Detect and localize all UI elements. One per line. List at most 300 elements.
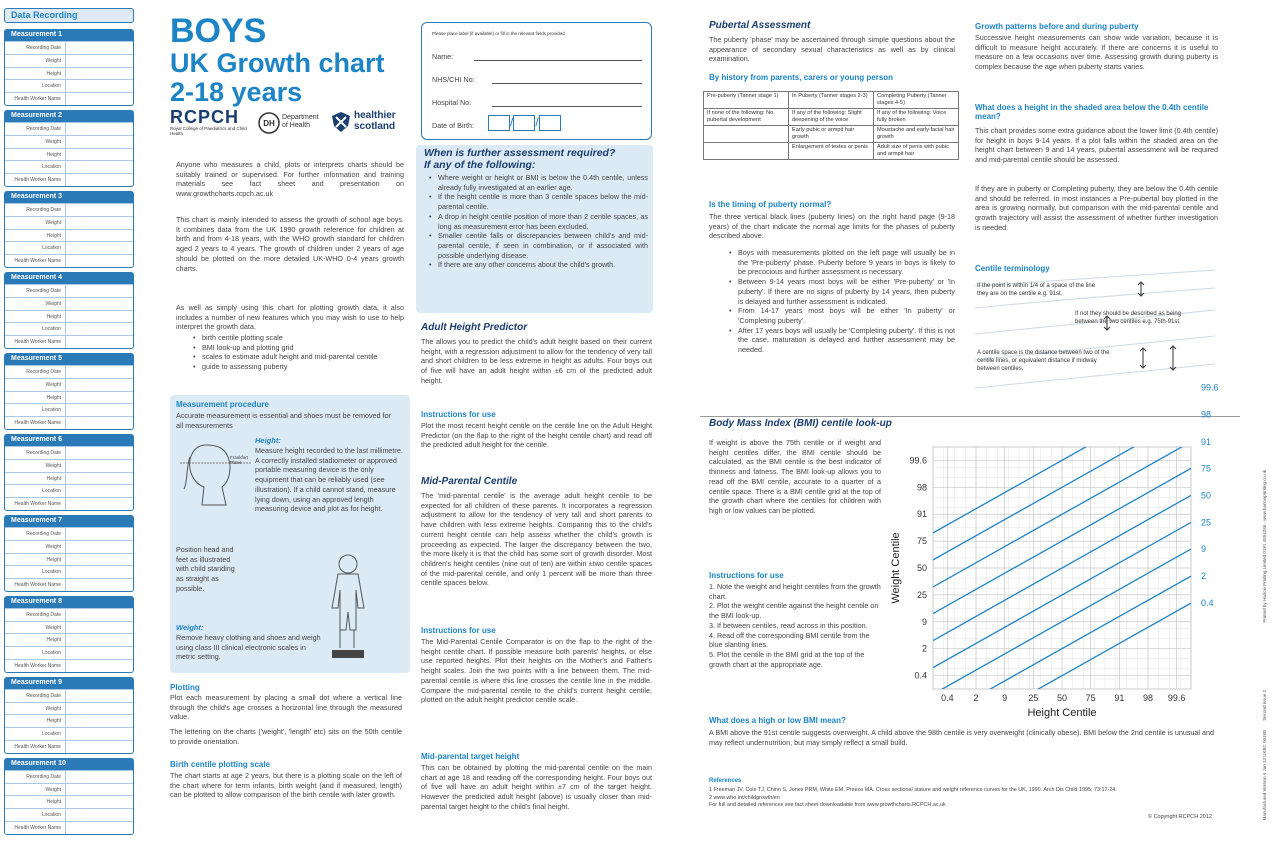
list-item: • guide to assessing puberty xyxy=(190,362,390,372)
list-item: • Where weight or height or BMI is below the 0.4th centile, unless already fully investigated at an earlier age. xyxy=(426,173,648,192)
puberty-table-cell xyxy=(704,126,789,143)
measurement-box xyxy=(4,272,134,349)
plotting-paragraph-2: The lettering on the charts ('weight', 'length' etc) sits on the 50th centile to provide orientation. xyxy=(170,727,402,746)
puberty-table-cell: If none of the following: No pubertal development xyxy=(704,109,789,126)
measurement-field-label: Health Worker Name xyxy=(14,258,61,265)
y-tick-label: 99.6 xyxy=(909,455,927,466)
table-row xyxy=(704,109,959,126)
hospital-input[interactable] xyxy=(492,106,642,107)
measurement-field-input[interactable] xyxy=(65,622,133,634)
x-tick-label: 9 xyxy=(1002,693,1008,703)
x-axis-label: Height Centile xyxy=(1027,707,1097,719)
measurement-box xyxy=(4,353,134,430)
measurement-field-input[interactable] xyxy=(65,404,133,416)
measurement-field-label: Location xyxy=(42,83,61,90)
svg-text:DH: DH xyxy=(263,119,275,128)
references-title: References xyxy=(709,778,742,784)
y-axis-label: Weight Centile xyxy=(890,532,902,604)
x-tick-label: 91 xyxy=(1114,693,1125,703)
measurement-field-label: Health Worker Name xyxy=(14,501,61,508)
measurement-heading: Measurement 9 xyxy=(5,678,133,689)
measurement-field-label: Weight xyxy=(45,624,61,631)
side-printer-text: Printed by Harlow Printing Limited 0191 4554286 - www.harlowprinting.co.uk xyxy=(1262,470,1267,623)
bmi-centile-label: 0.4 xyxy=(1201,598,1214,609)
bmi-steps xyxy=(709,582,885,669)
mid-parental-target-title: Mid-parental target height xyxy=(421,752,520,761)
measurement-row xyxy=(5,322,133,335)
measurement-field-label: Height xyxy=(46,394,61,401)
further-assessment-title: When is further assessment required? xyxy=(424,147,616,159)
measurement-field-input[interactable] xyxy=(65,690,133,702)
terminology-note-3: A centile space is the distance between two of the centile lines, or equivalent distance if midway between centiles. xyxy=(977,350,1110,372)
measurement-field-input[interactable] xyxy=(65,161,133,173)
measurement-heading: Measurement 6 xyxy=(5,435,133,446)
measurement-field-label: Height xyxy=(46,637,61,644)
measurement-row xyxy=(5,148,133,161)
list-item: 1. Note the weight and height centiles from the growth chart. xyxy=(709,582,881,601)
measurement-field-label: Recording Date xyxy=(26,45,61,51)
measurement-field-input[interactable] xyxy=(65,68,133,80)
measurement-field-input[interactable] xyxy=(65,660,133,672)
measurement-field-input[interactable] xyxy=(65,796,133,808)
weight-instructions: Remove heavy clothing and shoes and weigh using class III clinical electronic scales in metric setting. xyxy=(176,633,321,662)
y-tick-label: 0.4 xyxy=(914,670,927,681)
data-recording-title: Data Recording xyxy=(4,8,134,23)
references-list xyxy=(709,787,1229,810)
measurement-heading: Measurement 8 xyxy=(5,597,133,608)
measurement-box xyxy=(4,110,134,187)
weight-heading: Weight: xyxy=(176,623,204,632)
centile-terminology-title: Centile terminology xyxy=(975,264,1050,273)
measurement-field-label: Recording Date xyxy=(26,530,61,537)
x-tick-label: 75 xyxy=(1085,693,1096,703)
name-input[interactable] xyxy=(474,60,642,61)
measurement-box xyxy=(4,677,134,754)
measurement-field-input[interactable] xyxy=(65,149,133,161)
measurement-field-input[interactable] xyxy=(65,230,133,242)
measurement-row xyxy=(5,365,133,378)
list-item: • If the height centile is more than 3 centile spaces below the mid-parental centile. xyxy=(426,192,648,211)
measurement-field-label: Weight xyxy=(45,138,61,145)
measurement-field-label: Weight xyxy=(45,57,61,64)
measurement-row xyxy=(5,565,133,578)
table-row xyxy=(704,126,959,143)
measurement-field-label: Height xyxy=(46,151,61,158)
dob-month-box[interactable] xyxy=(513,115,535,131)
measurement-row xyxy=(5,727,133,740)
measurement-field-input[interactable] xyxy=(65,42,133,54)
measurement-field-label: Height xyxy=(46,475,61,482)
measurement-row xyxy=(5,472,133,485)
logo-row xyxy=(170,108,410,144)
bmi-meaning-title: What does a high or low BMI mean? xyxy=(709,716,846,725)
x-tick-label: 99.6 xyxy=(1167,693,1186,703)
frankfort-label: Frankfort Plane xyxy=(230,455,249,465)
measurement-row xyxy=(5,808,133,821)
measurement-field-label: Location xyxy=(42,650,61,657)
measurement-field-input[interactable] xyxy=(65,541,133,553)
measurement-box xyxy=(4,758,134,835)
measurement-field-input[interactable] xyxy=(65,136,133,148)
healthier-scotland-logo: healthier scotland xyxy=(330,108,410,142)
measurement-box xyxy=(4,191,134,268)
measurement-row xyxy=(5,484,133,497)
bmi-centile-label: 75 xyxy=(1201,463,1212,474)
list-item: • A drop in height centile position of more than 2 centile spaces, as long as measurement error has been excluded. xyxy=(426,212,648,231)
y-tick-label: 98 xyxy=(916,482,927,493)
mid-parental-target-paragraph: This can be obtained by plotting the mid-parental centile on the main chart at age 18 and reading off the corresponding height. Four boys out of five will have an adult height within ±7 cm of the target height. However the predicted adult height (above) is usually closer than mid-parental target height to the child's final height. xyxy=(421,763,652,811)
measurement-field-label: Weight xyxy=(45,219,61,226)
measurement-field-input[interactable] xyxy=(65,473,133,485)
list-item: • After 17 years boys will usually be 'Completing puberty'. If this is not the case, maturation is delayed and further assessment may be needed. xyxy=(726,326,955,355)
puberty-table-header: In Puberty (Tanner stages 2-3) xyxy=(789,92,874,109)
title-boys: BOYS xyxy=(170,12,267,50)
terminology-note-2: If not they should be described as being between the two centiles e.g. 75th-91st. xyxy=(1075,311,1182,325)
measurement-field-label: Location xyxy=(42,407,61,414)
measurement-field-input[interactable] xyxy=(65,715,133,727)
birth-scale-title: Birth centile plotting scale xyxy=(170,760,271,769)
measurement-row xyxy=(5,702,133,715)
rcpch-logo: RCPCH Royal College of Paediatrics and Child Health xyxy=(170,107,247,136)
measurement-field-input[interactable] xyxy=(65,255,133,267)
measurement-heading: Measurement 1 xyxy=(5,30,133,41)
measurement-row xyxy=(5,54,133,67)
bmi-centile-label: 50 xyxy=(1201,490,1212,501)
bmi-centile-label: 2 xyxy=(1201,571,1207,582)
measurement-field-label: Height xyxy=(46,70,61,77)
list-item: 2. Plot the weight centile against the height centile on the BMI look-up. xyxy=(709,601,879,621)
measurement-field-input[interactable] xyxy=(65,311,133,323)
measurement-procedure-title: Measurement procedure xyxy=(176,400,269,409)
measurement-row xyxy=(5,646,133,659)
pubertal-title: Pubertal Assessment xyxy=(709,20,811,31)
measurement-row xyxy=(5,216,133,229)
list-item: • birth centile plotting scale xyxy=(190,333,390,343)
measurement-box xyxy=(4,29,134,106)
measurement-field-input[interactable] xyxy=(65,809,133,821)
list-item: • Boys with measurements plotted on the left page will usually be in the 'Pre-puberty' phase. Puberty before 9 years in boys is likely to be precocious and further assessment is necessary. xyxy=(726,248,955,277)
list-item: • If there are any other concerns about the child's growth. xyxy=(426,260,648,270)
reference-1: 1 Freeman JV, Cole TJ, Chinn S, Jones PRM, White EM, Preece MA. Cross sectional stature and weight reference curves for the UK, 1990. Arch Dis Child 1995; 73:17-24. xyxy=(709,787,1117,793)
measurement-row xyxy=(5,229,133,242)
measurement-box xyxy=(4,434,134,511)
measurement-field-input[interactable] xyxy=(65,298,133,310)
measurement-field-label: Health Worker Name xyxy=(14,825,61,832)
measurement-row xyxy=(5,67,133,80)
title-growth-chart: UK Growth chart xyxy=(170,48,385,78)
measurement-field-input[interactable] xyxy=(65,55,133,67)
mid-parental-instructions-title: Instructions for use xyxy=(421,626,496,635)
bmi-centile-label: 98 xyxy=(1201,409,1212,420)
feature-list xyxy=(190,333,390,372)
measurement-box xyxy=(4,596,134,673)
measurement-field-input[interactable] xyxy=(65,822,133,834)
measurement-row xyxy=(5,659,133,672)
measurement-field-input[interactable] xyxy=(65,93,133,105)
measurement-field-label: Recording Date xyxy=(26,611,61,618)
list-item: • From 14-17 years most boys will be either 'In puberty' or 'Completing puberty'. xyxy=(726,306,955,325)
y-tick-label: 9 xyxy=(921,616,927,627)
measurement-field-input[interactable] xyxy=(65,554,133,566)
measurement-field-label: Health Worker Name xyxy=(14,582,61,589)
measurement-field-label: Location xyxy=(42,164,61,171)
puberty-timing-title: Is the timing of puberty normal? xyxy=(709,200,832,209)
measurement-row xyxy=(5,795,133,808)
list-item: • scales to estimate adult height and mid-parental centile xyxy=(190,352,390,362)
measurement-field-label: Location xyxy=(42,488,61,495)
head-position-illustration xyxy=(176,437,254,507)
measurement-field-label: Location xyxy=(42,812,61,819)
measurement-row xyxy=(5,459,133,472)
measurement-row xyxy=(5,608,133,621)
measurement-row xyxy=(5,92,133,105)
measurement-field-label: Weight xyxy=(45,786,61,793)
measurement-field-label: Height xyxy=(46,718,61,725)
measurement-field-input[interactable] xyxy=(65,323,133,335)
shaded-area-title: What does a height in the shaded area below the 0.4th centile mean? xyxy=(975,103,1209,121)
pubertal-history-title: By history from parents, carers or young person xyxy=(709,73,894,82)
measurement-row xyxy=(5,633,133,646)
side-version-text: Manufactured Version 4 Jan 13 UKBC 0618B xyxy=(1262,730,1267,821)
puberty-table-cell: Early pubic or armpit hair growth xyxy=(789,126,874,143)
y-tick-label: 50 xyxy=(916,563,927,573)
measurement-field-input[interactable] xyxy=(65,784,133,796)
nhs-label: NHS/CHI No: xyxy=(432,75,475,84)
puberty-table-cell: Enlargement of testes or penis xyxy=(789,143,874,160)
bmi-centile-label: 9 xyxy=(1201,544,1207,555)
measurement-field-input[interactable] xyxy=(65,579,133,591)
x-tick-label: 2 xyxy=(973,693,979,703)
puberty-table-cell xyxy=(704,143,789,160)
puberty-table-header: Completing Puberty (Tanner stages 4-5) xyxy=(874,92,959,109)
measurement-row xyxy=(5,135,133,148)
position-instructions: Position head and feet as illustrated with child standing as straight as possible. xyxy=(176,545,235,593)
measurement-row xyxy=(5,540,133,553)
puberty-timing-list xyxy=(726,248,955,355)
measurement-row xyxy=(5,578,133,591)
measurement-heading: Measurement 5 xyxy=(5,354,133,365)
measurement-row xyxy=(5,740,133,753)
y-tick-label: 91 xyxy=(916,509,927,520)
measurement-row xyxy=(5,254,133,267)
measurement-field-input[interactable] xyxy=(65,498,133,510)
child-standing-illustration xyxy=(320,550,376,670)
measurement-row xyxy=(5,621,133,634)
intro-paragraph-2: This chart is mainly intended to assess the growth of school age boys. It combines data from the UK 1990 growth reference for children at birth and from 4-18 years, with the WHO growth standard for children aged 2 years to 4 years. The growth of children under 2 years of age should be plotted on the more detailed UK-WHO 0-4 years growth charts. xyxy=(176,215,404,273)
measurement-row xyxy=(5,391,133,404)
plotting-paragraph-1: Plot each measurement by placing a small dot where a vertical line through the child's age crosses a horizontal line through the measured value. xyxy=(170,693,402,722)
puberty-table-header: Pre-puberty (Tanner stage 1) xyxy=(704,92,789,109)
measurement-field-input[interactable] xyxy=(65,379,133,391)
x-tick-label: 98 xyxy=(1142,693,1154,703)
intro-paragraph-1: Anyone who measures a child, plots or interprets charts should be suitably trained or supervised. For further information and training materials see fact sheet and presentation on www.growthcharts.rcpch.ac.uk xyxy=(176,160,404,199)
height-instructions: Measure height recorded to the last millimetre. A correctly installed stadiometer or approved portable measuring device is the only equipment that can be reliably used (see illustration). If a child cannot stand, measure lying down, using an approved length measuring device and plot as for height. xyxy=(255,446,403,514)
side-issue-text: Second issue 2 xyxy=(1262,690,1267,721)
measurement-row xyxy=(5,770,133,783)
dob-year-box[interactable] xyxy=(539,115,561,131)
measurement-row xyxy=(5,297,133,310)
measurement-row xyxy=(5,821,133,834)
measurement-row xyxy=(5,335,133,348)
further-assessment-list xyxy=(426,173,648,270)
mid-parental-title: Mid-Parental Centile xyxy=(421,476,518,487)
measurement-row xyxy=(5,714,133,727)
shaded-area-paragraph-2: If they are in puberty or Completing puberty, they are below the 0.4th centile and should be referred. In most instances a Pre-pubertal boy plotted in the area is growing normally, but comparison with the mid-parental centile and growth trajectory will assist the assessment of whether further investigation is needed. xyxy=(975,184,1218,232)
measurement-field-label: Location xyxy=(42,245,61,252)
measurement-heading: Measurement 10 xyxy=(5,759,133,770)
bmi-paragraph: If weight is above the 75th centile or if weight and height centiles differ, the BMI centile should be calculated, as the BMI centile is the best indicator of thinness and fatness. The BMI look-up allows you to read off the BMI centile, accurate to a quarter of a centile space. There is a BMI centile grid at the top of the growth chart where the centiles for children with high or low values can be plotted. xyxy=(709,438,881,515)
mid-parental-instructions-paragraph: The Mid-Parental Centile Comparator is on the flap to the right of the height centile chart. If possible measure both parents' heights, or else use reported heights. Plot their heights on the Mother's and Father's height scales. Join the two points with a line between them. The mid-parental centile is where this line crosses the centile line in the middle. Compare the mid-parental centile to the child's current height centile, plotted on the adult height predictor centile scale. xyxy=(421,637,652,705)
measurement-field-input[interactable] xyxy=(65,728,133,740)
measurement-field-input[interactable] xyxy=(65,417,133,429)
list-item: • Between 9-14 years most boys will be either 'Pre-puberty' or 'In puberty'. If there are no signs of puberty by 14 years, then puberty is delayed and further assessment is indicated. xyxy=(726,277,955,306)
measurement-list xyxy=(4,29,134,835)
birth-scale-paragraph: The chart starts at age 2 years, but there is a plotting scale on the left of the chart where for term infants, birth weight (and if measured, length) can be plotted to allow comparison of the birth centile with later growth. xyxy=(170,771,402,800)
measurement-field-label: Health Worker Name xyxy=(14,96,61,103)
patient-details-form xyxy=(421,22,652,140)
measurement-field-input[interactable] xyxy=(65,217,133,229)
bmi-divider xyxy=(700,416,1240,417)
measurement-row xyxy=(5,527,133,540)
measurement-row xyxy=(5,553,133,566)
measurement-field-input[interactable] xyxy=(65,485,133,497)
measurement-row xyxy=(5,497,133,510)
measurement-field-label: Weight xyxy=(45,300,61,307)
bmi-centile-label: 91 xyxy=(1201,436,1212,447)
puberty-table-cell: If any of the following: Voice fully broken xyxy=(874,109,959,126)
measurement-field-input[interactable] xyxy=(65,204,133,216)
measurement-row xyxy=(5,783,133,796)
dob-day-box[interactable] xyxy=(488,115,510,131)
measurement-field-label: Recording Date xyxy=(26,368,61,375)
dob-label: Date of Birth: xyxy=(432,121,474,130)
dob-input[interactable]: / / xyxy=(488,115,561,131)
measurement-field-label: Height xyxy=(46,232,61,239)
name-label: Name: xyxy=(432,52,454,61)
measurement-row xyxy=(5,284,133,297)
measurement-field-input[interactable] xyxy=(65,703,133,715)
measurement-field-input[interactable] xyxy=(65,741,133,753)
measurement-field-input[interactable] xyxy=(65,771,133,783)
measurement-field-label: Health Worker Name xyxy=(14,663,61,670)
measurement-field-input[interactable] xyxy=(65,242,133,254)
adult-instructions-paragraph: Plot the most recent height centile on the centile line on the Adult Height Predictor (on the flap to the right of the height centile chart) and read off the predicted adult height for the centile. xyxy=(421,421,652,450)
measurement-row xyxy=(5,241,133,254)
puberty-table xyxy=(703,91,959,160)
table-row xyxy=(704,143,959,160)
measurement-field-input[interactable] xyxy=(65,460,133,472)
measurement-field-input[interactable] xyxy=(65,609,133,621)
measurement-field-input[interactable] xyxy=(65,392,133,404)
x-tick-label: 0.4 xyxy=(941,693,954,703)
measurement-field-label: Weight xyxy=(45,381,61,388)
intro-paragraph-3: As well as simply using this chart for plotting growth data, it also includes a number of new features which you may wish to use to help interpret the growth data. xyxy=(176,303,404,332)
measurement-field-label: Health Worker Name xyxy=(14,339,61,346)
y-tick-label: 75 xyxy=(916,536,927,547)
y-tick-label: 25 xyxy=(916,589,927,600)
title-block xyxy=(170,14,410,106)
puberty-table-cell: If any of the following: Slight deepening of the voice xyxy=(789,109,874,126)
measurement-row xyxy=(5,689,133,702)
puberty-table-cell: Moustache and early facial hair growth xyxy=(874,126,959,143)
hospital-label: Hospital No: xyxy=(432,98,472,107)
bmi-lookup-chart xyxy=(885,382,1225,720)
measurement-heading: Measurement 2 xyxy=(5,111,133,122)
measurement-field-label: Weight xyxy=(45,543,61,550)
measurement-field-label: Weight xyxy=(45,462,61,469)
measurement-field-input[interactable] xyxy=(65,366,133,378)
measurement-field-label: Height xyxy=(46,556,61,563)
measurement-field-input[interactable] xyxy=(65,566,133,578)
mid-parental-paragraph: The 'mid-parental centile' is the average adult height centile to be expected for all children of these parents. It incorporates a regression adjustment to allow for the tendency of very tall and short parents to have children with less extreme heights. Comparing this to the child's current height centile can help assess whether the child's growth is proceeding as expected. The larger the discrepancy between the two, the more likely it is that the child has some sort of growth disorder. Most children's height centiles (nine out of ten) are within ±two centile spaces of the mid-parental centile, and only 1 percent will be more than three centile spaces below. xyxy=(421,491,652,588)
terminology-note-1: If the point is within 1/4 of a space of the line they are on the centile e.g. 91st. xyxy=(977,283,1096,297)
bmi-centile-label: 99.6 xyxy=(1201,382,1219,393)
measurement-field-input[interactable] xyxy=(65,80,133,92)
measurement-field-label: Height xyxy=(46,799,61,806)
measurement-intro: Accurate measurement is essential and shoes must be removed for all measurements xyxy=(176,411,391,430)
reference-3: For full and detailed references see fact sheet downloadable from www.growthcharts.RCPCH.ac.uk xyxy=(709,802,946,808)
measurement-field-input[interactable] xyxy=(65,336,133,348)
measurement-field-input[interactable] xyxy=(65,123,133,135)
measurement-procedure-panel xyxy=(170,395,410,673)
list-item: 5. Plot the centile in the BMI grid at the top of the growth chart at the appropriate age. xyxy=(709,649,865,669)
measurement-field-label: Location xyxy=(42,326,61,333)
reference-2: 2 www.who.int/childgrowth/en xyxy=(709,794,780,801)
bmi-instructions-title: Instructions for use xyxy=(709,571,784,580)
y-tick-label: 2 xyxy=(921,643,927,654)
dh-logo: DH Department of Health xyxy=(258,110,322,140)
measurement-field-label: Health Worker Name xyxy=(14,420,61,427)
form-note: Please place label (if available) or fill in the relevant fields provided xyxy=(432,31,565,36)
measurement-field-label: Health Worker Name xyxy=(14,177,61,184)
measurement-row xyxy=(5,403,133,416)
measurement-field-input[interactable] xyxy=(65,647,133,659)
measurement-field-input[interactable] xyxy=(65,174,133,186)
measurement-field-input[interactable] xyxy=(65,447,133,459)
bmi-meaning-paragraph: A BMI above the 91st centile suggests overweight. A child above the 98th centile is very overweight (clinically obese). BMI below the 2nd centile is unusual and may reflect undernutrition, but may simply reflect a small build. xyxy=(709,728,1215,747)
measurement-field-input[interactable] xyxy=(65,528,133,540)
nhs-input[interactable] xyxy=(492,83,642,84)
puberty-timing-paragraph: The three vertical black lines (puberty lines) on the right hand page (9-18 years) of the chart indicate the normal age limits for the phases of puberty described above. xyxy=(709,212,955,241)
adult-height-title: Adult Height Predictor xyxy=(421,322,528,333)
growth-patterns-paragraph: Successive height measurements can show wide variation, because it is difficult to measure height accurately. If there are concerns it is useful to measure on a few occasions over time. Assessing growth during puberty is complex because the age when puberty starts varies. xyxy=(975,33,1218,72)
bmi-title: Body Mass Index (BMI) centile look-up xyxy=(709,418,892,429)
measurement-heading: Measurement 3 xyxy=(5,192,133,203)
measurement-field-label: Location xyxy=(42,569,61,576)
measurement-field-label: Recording Date xyxy=(26,692,61,699)
measurement-row xyxy=(5,203,133,216)
list-item: 4. Read off the corresponding BMI centile from the blue slanting lines. xyxy=(709,630,870,650)
measurement-field-label: Recording Date xyxy=(26,449,61,456)
measurement-field-input[interactable] xyxy=(65,285,133,297)
height-heading: Height: xyxy=(255,436,281,445)
shaded-area-paragraph-1: This chart provides some extra guidance about the lower limit (0.4th centile) for height in boys 9-14 years. If a plot falls within the shaded area on the height chart between 9 and 14 years, pubertal assessment will be required and mid-parental centile should be assessed. xyxy=(975,126,1218,165)
measurement-field-label: Recording Date xyxy=(26,287,61,294)
measurement-field-label: Weight xyxy=(45,705,61,712)
measurement-field-input[interactable] xyxy=(65,634,133,646)
plotting-title: Plotting xyxy=(170,683,200,692)
data-recording-column xyxy=(4,8,134,839)
further-assessment-subtitle: If any of the following: xyxy=(424,159,536,171)
pubertal-paragraph: The puberty 'phase' may be ascertained through simple questions about the appearance of secondary sexual characteristics as well as by clinical examination. xyxy=(709,35,955,64)
puberty-table-cell: Adult size of penis with pubic and armpit hair xyxy=(874,143,959,160)
further-assessment-panel xyxy=(416,145,653,313)
measurement-row xyxy=(5,122,133,135)
adult-instructions-title: Instructions for use xyxy=(421,410,496,419)
measurement-row xyxy=(5,160,133,173)
x-tick-label: 25 xyxy=(1028,693,1039,703)
measurement-field-label: Location xyxy=(42,731,61,738)
